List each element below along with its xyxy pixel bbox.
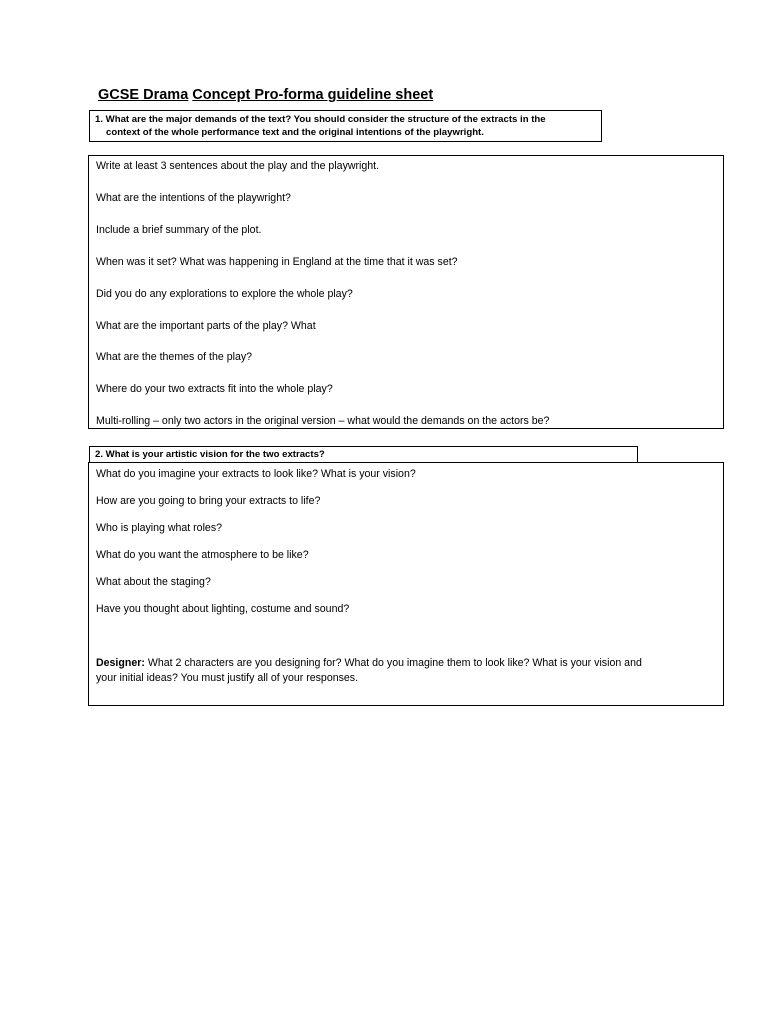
page-title bbox=[98, 87, 433, 103]
section1-prompt: Write at least 3 sentences about the play and the playwright. bbox=[96, 160, 380, 172]
designer-prompt-line2: your initial ideas? You must justify all of your responses. bbox=[96, 672, 359, 684]
section1-prompt: Multi-rolling – only two actors in the original version – what would the demands on the actors be? bbox=[96, 415, 550, 427]
section1-heading-line2: context of the whole performance text and the original intentions of the playwright. bbox=[106, 127, 484, 138]
page-title-sheet: Concept Pro-forma guideline sheet bbox=[192, 87, 434, 103]
section1-heading-line1: 1. What are the major demands of the text? You should consider the structure of the extracts in the bbox=[95, 114, 546, 125]
section2-prompt: Who is playing what roles? bbox=[96, 522, 223, 534]
section1-heading bbox=[89, 110, 602, 142]
designer-text: What 2 characters are you designing for? What do you imagine them to look like? What is your vision and bbox=[144, 657, 642, 669]
section2-prompt: Have you thought about lighting, costume and sound? bbox=[96, 603, 350, 615]
section2-prompt: What do you imagine your extracts to look like? What is your vision? bbox=[96, 468, 416, 480]
section1-answer-box bbox=[88, 155, 724, 429]
section2-prompt: What do you want the atmosphere to be like? bbox=[96, 549, 309, 561]
section2-heading: 2. What is your artistic vision for the two extracts? bbox=[89, 446, 638, 463]
designer-label: Designer: bbox=[96, 657, 145, 669]
section1-prompt: What are the important parts of the play? What bbox=[96, 320, 316, 332]
section2-answer-box bbox=[88, 462, 724, 706]
section1-prompt: What are the themes of the play? bbox=[96, 351, 253, 363]
section2-prompt: How are you going to bring your extracts to life? bbox=[96, 495, 321, 507]
page-title-course: GCSE Drama bbox=[98, 87, 189, 103]
section1-prompt: What are the intentions of the playwright? bbox=[96, 192, 291, 204]
section2-prompt: What about the staging? bbox=[96, 576, 211, 588]
section1-prompt: Include a brief summary of the plot. bbox=[96, 224, 262, 236]
section1-prompt: Did you do any explorations to explore the whole play? bbox=[96, 288, 353, 300]
section1-prompt: When was it set? What was happening in England at the time that it was set? bbox=[96, 256, 458, 268]
section1-prompt: Where do your two extracts fit into the whole play? bbox=[96, 383, 333, 395]
designer-prompt-line1 bbox=[96, 656, 642, 670]
